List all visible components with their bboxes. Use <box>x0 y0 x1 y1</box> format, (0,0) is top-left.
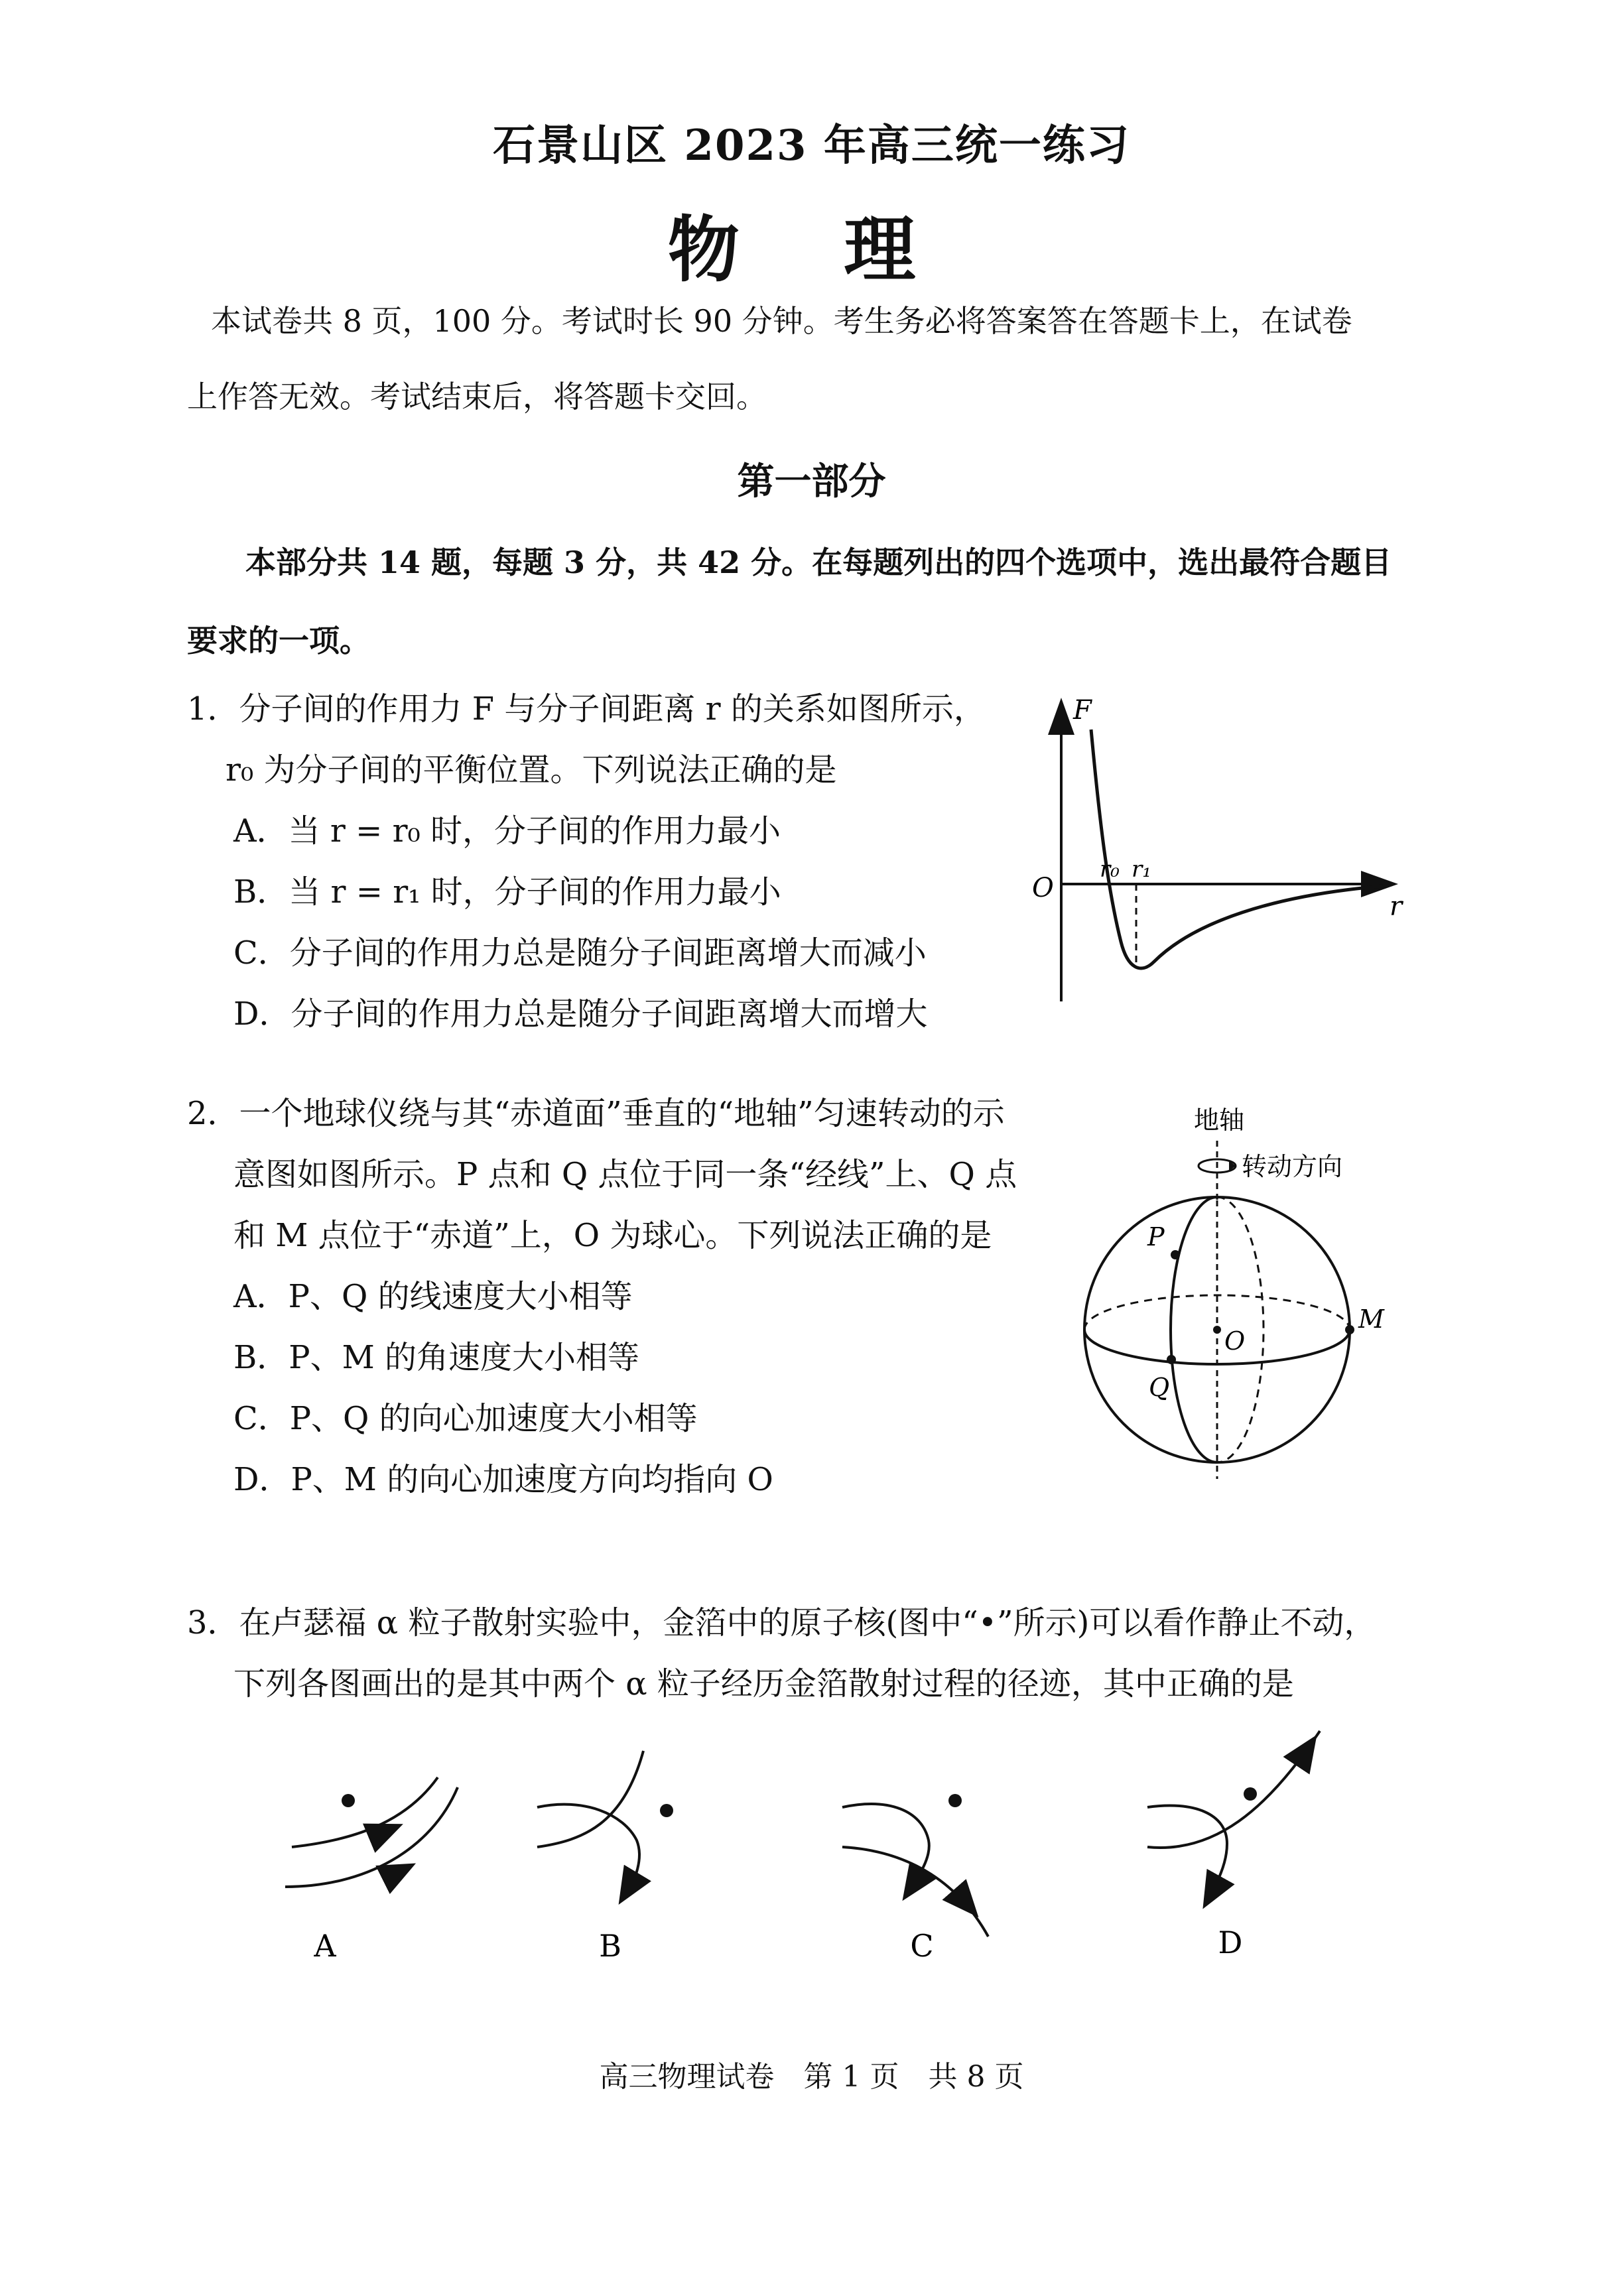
q2-point-o <box>1213 1326 1221 1334</box>
q2-label-o: O <box>1224 1326 1246 1356</box>
q3-option-b-figure <box>537 1751 673 1964</box>
q2-point-q <box>1167 1355 1176 1364</box>
q3-nucleus-c <box>948 1794 962 1807</box>
q3-option-d-figure <box>1147 1731 1320 1960</box>
q3-nucleus-b <box>660 1804 673 1817</box>
q2-equator-front <box>1084 1330 1350 1364</box>
q1-option-d: D．分子间的作用力总是随分子间距离增大而增大 <box>233 995 928 1033</box>
q2-meridian-front <box>1171 1197 1217 1462</box>
q3-scattering-figures <box>252 1724 1380 2003</box>
q1-r0-label: r₀ <box>1100 856 1120 883</box>
q3-label-c: C <box>910 1928 934 1964</box>
q1-r1-label: r₁ <box>1132 856 1151 883</box>
q1-force-curve <box>1091 730 1383 968</box>
q1-origin-label: O <box>1032 873 1054 903</box>
q2-point-p <box>1171 1250 1180 1259</box>
q1-force-distance-graph <box>1021 690 1419 1008</box>
q3-label-d: D <box>1218 1925 1243 1960</box>
q3-nucleus-a <box>342 1794 355 1807</box>
q3-label-a: A <box>314 1928 336 1964</box>
q1-x-label: r <box>1390 891 1403 922</box>
q1-stem-line-1: 1．分子间的作用力 F 与分子间距离 r 的关系如图所示， <box>187 690 986 728</box>
q2-label-m: M <box>1358 1305 1384 1334</box>
page-footer: 高三物理试卷 第 1 页 共 8 页 <box>599 2060 1024 2094</box>
q2-option-d: D．P、M 的向心加速度方向均指向 O <box>233 1461 773 1498</box>
q1-stem-line-2: r₀ 为分子间的平衡位置。下列说法正确的是 <box>226 751 837 789</box>
q2-option-c: C．P、Q 的向心加速度大小相等 <box>233 1400 698 1437</box>
q2-globe-diagram <box>1074 1088 1419 1486</box>
subject-title: 物 理 <box>667 208 956 292</box>
q3-option-a-figure <box>285 1777 458 1964</box>
q2-label-p: P <box>1147 1222 1165 1251</box>
q3-stem-line-1: 3．在卢瑟福 α 粒子散射实验中，金箔中的原子核(图中“•”所示)可以看作静止不动， <box>187 1604 1376 1641</box>
q2-point-m <box>1345 1325 1354 1334</box>
q1-y-label: F <box>1073 695 1092 726</box>
q2-axis-label: 地轴 <box>1194 1106 1245 1135</box>
q2-label-q: Q <box>1149 1373 1170 1402</box>
q1-option-c: C．分子间的作用力总是随分子间距离增大而减小 <box>233 934 927 972</box>
part1-desc-line-2: 要求的一项。 <box>187 623 370 659</box>
q1-option-b: B．当 r = r₁ 时，分子间的作用力最小 <box>233 873 781 911</box>
q2-stem-line-2: 意图如图所示。P 点和 Q 点位于同一条“经线”上、Q 点 <box>233 1156 1017 1193</box>
q1-option-a: A．当 r = r₀ 时，分子间的作用力最小 <box>233 812 781 850</box>
q2-rotation-label: 转动方向 <box>1242 1152 1343 1181</box>
q2-option-a: A．P、Q 的线速度大小相等 <box>233 1278 633 1315</box>
q2-stem-line-1: 2．一个地球仪绕与其“赤道面”垂直的“地轴”匀速转动的示 <box>187 1095 1005 1132</box>
part1-desc-line-1: 本部分共 14 题，每题 3 分，共 42 分。在每题列出的四个选项中，选出最符合题目 <box>245 544 1392 580</box>
q3-nucleus-d <box>1244 1787 1257 1801</box>
exam-title: 石景山区 2023 年高三统一练习 <box>493 121 1130 170</box>
intro-line-1: 本试卷共 8 页，100 分。考试时长 90 分钟。考生务必将答案答在答题卡上，在试卷 <box>211 303 1352 339</box>
q3-label-b: B <box>599 1928 621 1964</box>
part1-title: 第一部分 <box>737 460 886 503</box>
q2-stem-line-3: 和 M 点位于“赤道”上，O 为球心。下列说法正确的是 <box>233 1217 992 1254</box>
q3-option-c-figure <box>842 1794 988 1964</box>
intro-line-2: 上作答无效。考试结束后，将答题卡交回。 <box>187 379 767 415</box>
q3-stem-line-2: 下列各图画出的是其中两个 α 粒子经历金箔散射过程的径迹，其中正确的是 <box>233 1665 1294 1702</box>
q2-option-b: B．P、M 的角速度大小相等 <box>233 1339 639 1376</box>
